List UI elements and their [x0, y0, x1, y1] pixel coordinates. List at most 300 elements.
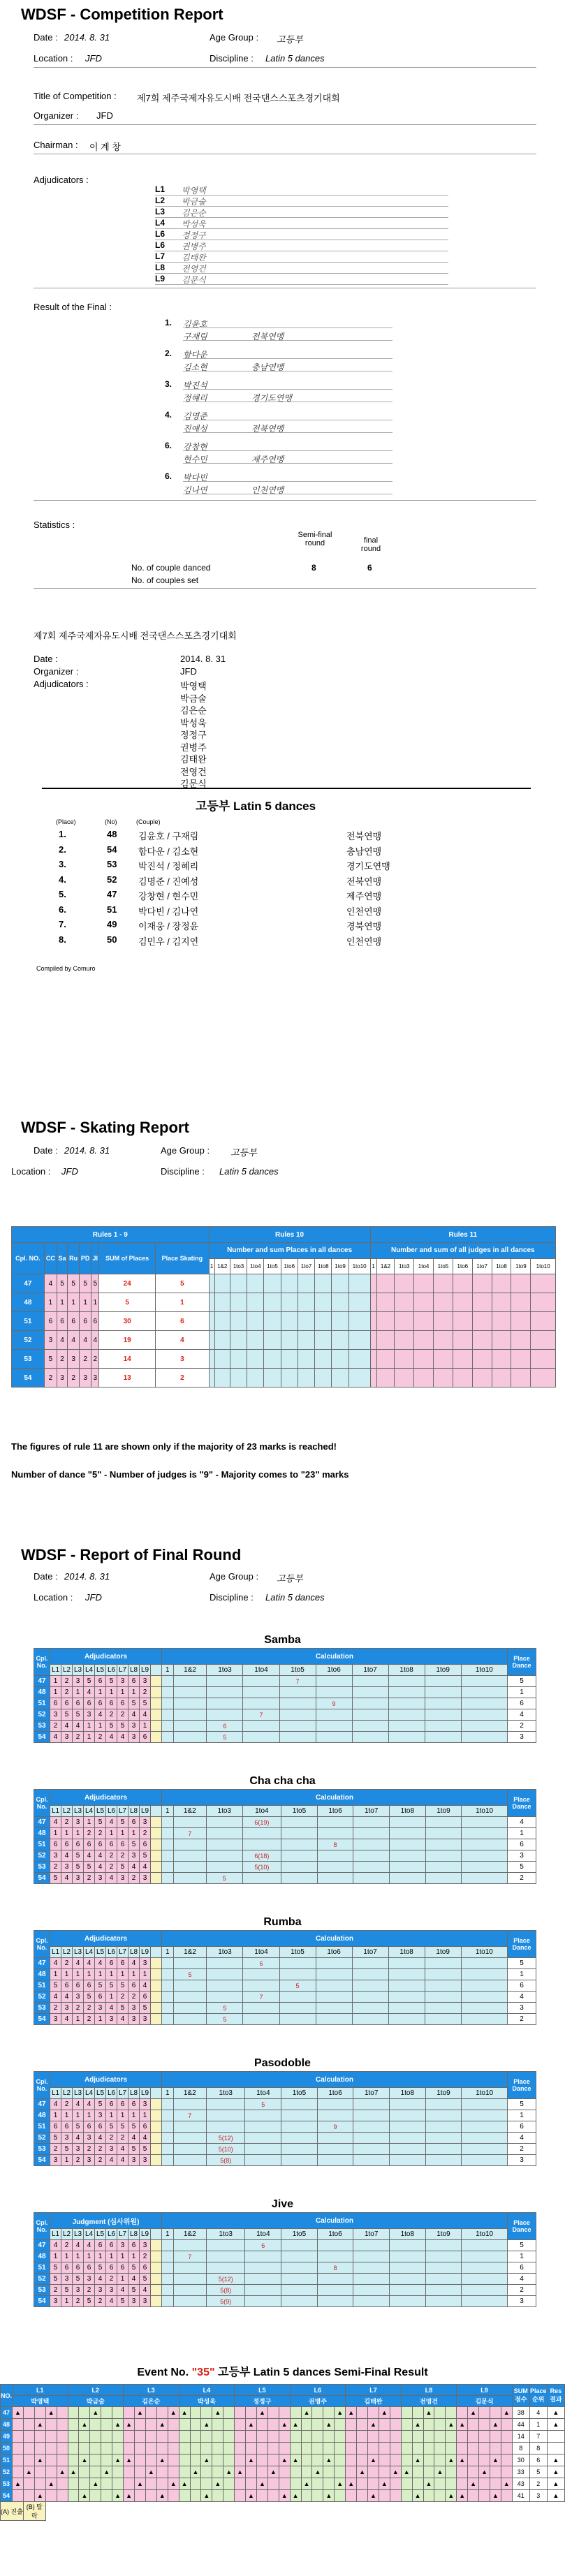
judge-mark: 1 — [73, 2110, 84, 2121]
semi-mark-cell — [290, 2407, 301, 2419]
semi-judge-name: 박성욱 — [179, 2396, 235, 2407]
calc-col-header: 1to5 — [434, 1258, 453, 1274]
calc-col-header: 1to3 — [207, 1947, 243, 1958]
calculation-header: Calculation — [162, 2072, 508, 2088]
semi-mark-cell — [446, 2466, 457, 2478]
semi-mark-triangle: ▲ — [503, 2480, 510, 2487]
adjudicator-row — [155, 251, 448, 263]
adjudicator-code: L3 — [155, 207, 166, 216]
rule10-cell — [214, 1369, 230, 1388]
semi-mark-cell — [368, 2407, 379, 2419]
semi-mark-cell — [468, 2478, 479, 2490]
rule10-cell — [298, 1331, 314, 1350]
judge-mark: 4 — [73, 2133, 84, 2144]
rule10-cell — [348, 1331, 370, 1350]
judge-mark: 1 — [95, 1969, 106, 1980]
semi-mark-triangle: ▲ — [103, 2468, 110, 2475]
judge-mark: 3 — [140, 2014, 151, 2025]
dance-place: 1 — [508, 1828, 536, 1839]
calc-col-header: 1to10 — [462, 2088, 508, 2099]
semi-mark-cell — [112, 2443, 124, 2454]
semi-mark-cell — [23, 2419, 34, 2431]
semi-judge-name: 김태완 — [346, 2396, 402, 2407]
calc-cell — [207, 1958, 243, 1969]
skating-cell-ru: 1 — [68, 1293, 80, 1312]
semi-mark-cell — [423, 2419, 434, 2431]
judge-mark: 1 — [129, 1687, 140, 1698]
semi-mark-cell — [13, 2419, 24, 2431]
judge-header: L9 — [140, 2229, 151, 2240]
semi-mark-cell — [212, 2443, 223, 2454]
judge-mark: 1 — [117, 1828, 129, 1839]
sk-discipline: Latin 5 dances — [219, 1166, 279, 1177]
semi-mark-triangle: ▲ — [147, 2468, 154, 2475]
sk-date-label: Date : — [34, 1145, 58, 1156]
calc-cell — [207, 1709, 243, 1721]
calc-col-header: 1to8 — [389, 1806, 425, 1817]
result-region: 전북연맹 — [251, 332, 284, 341]
summary-place: 2. — [59, 844, 66, 855]
semi-mark-cell — [290, 2490, 301, 2502]
semi-mark-triangle: ▲ — [47, 2409, 54, 2416]
calc-cell — [317, 2133, 353, 2144]
summary-region: 전북연맹 — [346, 831, 382, 841]
calc-col-header: 1to10 — [462, 1806, 508, 1817]
judge-mark: 2 — [73, 2296, 84, 2307]
calc-cell — [425, 1873, 462, 1884]
calc-cell: 5(10) — [206, 2144, 245, 2155]
calc-cell — [281, 2285, 318, 2296]
adjudicator-name: 박영택 — [182, 186, 206, 196]
calc-cell — [281, 2099, 318, 2110]
semi-mark-cell — [468, 2490, 479, 2502]
spacer-cell — [151, 1969, 162, 1980]
semi-mark-cell — [279, 2443, 290, 2454]
calc-cell — [162, 1873, 174, 1884]
calc-col-header: 1 — [162, 1806, 174, 1817]
skating-cell-sa: 5 — [57, 1274, 67, 1293]
semi-mark-triangle: ▲ — [159, 2492, 166, 2499]
calc-cell — [353, 2110, 390, 2121]
semi-mark-cell — [90, 2478, 101, 2490]
calc-cell — [206, 1839, 242, 1850]
semi-mark-cell — [68, 2478, 79, 2490]
summary-no: 49 — [107, 919, 117, 929]
semi-mark-cell — [379, 2478, 390, 2490]
dance-place: 2 — [508, 1721, 536, 1732]
summary-region: 인천연맹 — [346, 906, 382, 917]
calc-cell — [279, 2003, 316, 2014]
calc-cell — [425, 2121, 462, 2133]
couples-set-label: No. of couples set — [131, 575, 199, 585]
spacer-cell — [151, 2240, 162, 2251]
semi-mark-cell — [301, 2407, 312, 2419]
calc-col-header: 1to7 — [352, 1947, 388, 1958]
calc-cell — [281, 1828, 318, 1839]
calc-cell — [462, 1873, 508, 1884]
semi-mark-cell — [323, 2454, 335, 2466]
semi-mark-cell — [457, 2407, 468, 2419]
dance-table — [34, 1789, 536, 1884]
adjudicator-code: L4 — [155, 218, 166, 228]
semi-mark-cell — [357, 2454, 368, 2466]
judge-mark: 6 — [129, 2240, 140, 2251]
judge-mark: 6 — [117, 1839, 129, 1850]
calc-cell — [425, 1969, 461, 1980]
semi-mark-cell — [379, 2431, 390, 2443]
semi-judge-code: L8 — [401, 2385, 457, 2396]
semi-mark-triangle: ▲ — [492, 2457, 499, 2464]
rule11-cell — [453, 1312, 472, 1331]
semi-mark-cell — [479, 2466, 490, 2478]
semi-mark-cell — [267, 2443, 279, 2454]
judge-mark: 4 — [50, 1732, 61, 1743]
semi-mark-cell — [168, 2407, 179, 2419]
semi-mark-cell — [235, 2490, 246, 2502]
judge-mark: 5 — [117, 1817, 129, 1828]
spacer-cell — [151, 2133, 162, 2144]
dance-place: 6 — [508, 2121, 536, 2133]
semi-mark-cell — [145, 2419, 156, 2431]
rule11-cell — [492, 1274, 511, 1293]
skating-cell-sum: 5 — [99, 1293, 156, 1312]
judge-mark: 3 — [129, 1732, 140, 1743]
calc-cell — [162, 1698, 174, 1709]
calc-col-header: 1to5 — [264, 1258, 281, 1274]
semi-mark-cell — [223, 2478, 235, 2490]
skating-cell-pd: 5 — [79, 1274, 91, 1293]
calc-cell — [353, 1817, 390, 1828]
semi-mark-cell — [246, 2407, 257, 2419]
skating-cell-pd: 4 — [79, 1331, 91, 1350]
judge-mark: 2 — [140, 1687, 151, 1698]
calc-col-header: 1to7 — [353, 2088, 390, 2099]
judge-mark: 3 — [61, 2274, 73, 2285]
semi-mark-triangle: ▲ — [81, 2492, 88, 2499]
judge-mark: 4 — [95, 1850, 106, 1862]
spacer-cell — [151, 1850, 162, 1862]
judge-mark: 1 — [61, 2251, 73, 2262]
semi-mark-cell — [401, 2419, 412, 2431]
semi-mark-cell — [346, 2407, 357, 2419]
rule11-cell — [511, 1369, 531, 1388]
result-place: 4. — [165, 410, 173, 420]
rule11-cell — [492, 1312, 511, 1331]
judge-header: L8 — [129, 1806, 140, 1817]
summary-adjudicator: 박영택 — [180, 681, 207, 691]
summary-no: 50 — [107, 934, 117, 945]
judge-mark: 6 — [50, 1698, 61, 1709]
calc-cell — [353, 2285, 390, 2296]
judge-mark: 5 — [129, 2144, 140, 2155]
semi-mark-cell — [401, 2454, 412, 2466]
result-line — [183, 361, 392, 371]
result-line — [183, 422, 392, 433]
semi-mark-cell — [401, 2431, 412, 2443]
semi-couple-no: 49 — [1, 2431, 13, 2443]
semi-mark-cell — [323, 2407, 335, 2419]
semi-mark-cell — [279, 2419, 290, 2431]
rule10-cell — [247, 1350, 264, 1369]
calc-cell — [425, 1732, 461, 1743]
semi-mark-cell — [479, 2478, 490, 2490]
result-partner-2: 김소현 — [183, 362, 207, 372]
judge-mark: 2 — [73, 2003, 84, 2014]
judge-mark: 5 — [117, 2003, 129, 2014]
couple-no: 47 — [34, 1676, 50, 1687]
semi-mark-triangle: ▲ — [248, 2492, 254, 2499]
semi-mark-cell — [323, 2443, 335, 2454]
semi-mark-cell — [357, 2419, 368, 2431]
semi-mark-triangle: ▲ — [126, 2421, 132, 2428]
semi-mark-cell — [457, 2466, 468, 2478]
semi-mark-cell — [412, 2454, 423, 2466]
semi-mark-cell — [156, 2478, 168, 2490]
calc-cell — [281, 2251, 318, 2262]
semi-mark-triangle: ▲ — [15, 2480, 21, 2487]
judge-mark: 4 — [84, 1850, 95, 1862]
semi-mark-cell — [446, 2419, 457, 2431]
judge-mark: 6 — [61, 1698, 73, 1709]
semi-mark-triangle: ▲ — [425, 2409, 432, 2416]
couple-no: 53 — [34, 2285, 50, 2296]
judge-mark: 6 — [129, 1817, 140, 1828]
semi-mark-triangle: ▲ — [159, 2421, 166, 2428]
skating-cell-ru: 5 — [68, 1274, 80, 1293]
semi-mark-triangle: ▲ — [92, 2409, 99, 2416]
semi-mark-cell — [13, 2490, 24, 2502]
fr-discipline-label: Discipline : — [210, 1592, 254, 1603]
rule11-cell — [376, 1331, 395, 1350]
semi-mark-cell — [301, 2478, 312, 2490]
rule11-cell — [531, 1369, 556, 1388]
judge-mark: 3 — [61, 1732, 73, 1743]
spacer-cell — [151, 1980, 162, 1992]
rule10-cell — [230, 1350, 247, 1369]
rule11-cell — [395, 1274, 414, 1293]
semi-mark-triangle: ▲ — [292, 2457, 299, 2464]
calc-cell — [388, 1687, 425, 1698]
semi-mark-cell — [212, 2490, 223, 2502]
judge-mark: 5 — [73, 1862, 84, 1873]
semi-mark-cell — [79, 2466, 90, 2478]
semi-judge-name: 박영택 — [13, 2396, 68, 2407]
spacer-cell — [151, 2144, 162, 2155]
judge-mark: 5 — [84, 2296, 95, 2307]
semi-mark-triangle: ▲ — [448, 2492, 455, 2499]
calc-cell — [245, 2121, 281, 2133]
dance-place: 1 — [508, 2251, 536, 2262]
final-value: 6 — [367, 563, 372, 573]
calc-cell — [162, 1980, 174, 1992]
judge-mark: 3 — [140, 1676, 151, 1687]
judge-mark: 6 — [61, 2262, 73, 2274]
judge-mark: 4 — [106, 2003, 117, 2014]
dance-place: 2 — [508, 2014, 536, 2025]
calc-cell — [461, 1992, 507, 2003]
semi-mark-cell — [101, 2431, 112, 2443]
couple-no: 48 — [34, 1687, 50, 1698]
calc-cell — [317, 2285, 353, 2296]
result-line — [183, 318, 392, 328]
semi-mark-cell — [479, 2454, 490, 2466]
semi-mark-cell — [457, 2431, 468, 2443]
semi-mark-cell — [90, 2490, 101, 2502]
semi-mark-cell — [168, 2454, 179, 2466]
calc-cell — [206, 2240, 245, 2251]
semi-mark-cell — [379, 2419, 390, 2431]
calc-cell — [242, 1839, 281, 1850]
result-partner-2: 현수민 — [183, 455, 207, 464]
calc-col-header: 1to5 — [279, 1665, 316, 1676]
skating-cell-ji: 6 — [91, 1312, 99, 1331]
semi-mark-cell — [156, 2419, 168, 2431]
divider — [34, 500, 536, 501]
rule10-cell — [209, 1350, 214, 1369]
calc-cell — [425, 2285, 462, 2296]
semi-mark-triangle: ▲ — [115, 2492, 122, 2499]
judge-mark: 4 — [117, 2144, 129, 2155]
calc-cell — [352, 2003, 388, 2014]
dance-place: 4 — [508, 1817, 536, 1828]
calc-cell — [462, 2285, 508, 2296]
calculation-header: Calculation — [162, 2213, 508, 2229]
calc-cell — [162, 1817, 174, 1828]
semi-mark-cell — [34, 2431, 45, 2443]
calc-cell — [281, 2296, 318, 2307]
calc-cell — [173, 1850, 206, 1862]
calc-col-header: 1to9 — [332, 1258, 348, 1274]
semi-mark-cell — [179, 2443, 190, 2454]
judge-mark: 4 — [61, 1850, 73, 1862]
judge-mark: 1 — [106, 1828, 117, 1839]
semi-title-pre: Event No. — [137, 2367, 192, 2378]
summary-couple: 이재웅 / 장정윤 — [138, 921, 199, 932]
semi-mark-cell — [423, 2407, 434, 2419]
semi-mark-triangle: ▲ — [81, 2421, 88, 2428]
semi-mark-cell — [145, 2454, 156, 2466]
semi-mark-cell — [390, 2431, 401, 2443]
semi-mark-cell — [201, 2419, 212, 2431]
calc-cell — [462, 2251, 508, 2262]
semi-couple-no: 50 — [1, 2443, 13, 2454]
summary-place: 7. — [59, 919, 66, 929]
summary-organizer: JFD — [180, 666, 197, 677]
semi-mark-cell — [179, 2431, 190, 2443]
semi-mark-cell — [13, 2478, 24, 2490]
result-line — [183, 484, 392, 494]
semi-mark-cell — [346, 2431, 357, 2443]
calc-cell — [207, 1698, 243, 1709]
rule11-cell — [414, 1312, 434, 1331]
judge-header: L5 — [95, 1947, 106, 1958]
judge-header: L7 — [117, 1947, 129, 1958]
comp-discipline: Latin 5 dances — [265, 53, 325, 64]
spacer-cell — [151, 1992, 162, 2003]
judge-mark: 4 — [73, 1958, 84, 1969]
semi-mark-cell — [379, 2407, 390, 2419]
skating-cell-pd: 6 — [79, 1312, 91, 1331]
judge-mark: 4 — [73, 1721, 84, 1732]
semi-mark-triangle: ▲ — [481, 2468, 487, 2475]
calc-cell — [243, 1732, 279, 1743]
judge-mark: 4 — [95, 2133, 106, 2144]
calc-cell — [162, 1732, 174, 1743]
adjudicator-name: 박금술 — [182, 197, 206, 207]
calc-cell — [162, 2133, 174, 2144]
calc-cell — [281, 1850, 318, 1862]
judge-header: L2 — [61, 2229, 73, 2240]
semi-mark-cell — [90, 2443, 101, 2454]
semi-mark-cell — [156, 2490, 168, 2502]
calc-cell — [425, 1698, 461, 1709]
calc-col-header: 1to4 — [243, 1665, 279, 1676]
semi-mark-cell — [335, 2431, 346, 2443]
summary-no: 52 — [107, 874, 117, 885]
summary-region: 제주연맹 — [346, 891, 382, 901]
rules-10-subheader: Number and sum Places in all dances — [209, 1243, 370, 1259]
judge-mark: 3 — [106, 2285, 117, 2296]
semi-couple-no: 54 — [1, 2490, 13, 2502]
judge-mark: 2 — [61, 1687, 73, 1698]
judge-mark: 5 — [117, 2121, 129, 2133]
semi-mark-cell — [357, 2407, 368, 2419]
semi-mark-cell — [457, 2419, 468, 2431]
calc-cell — [425, 1828, 462, 1839]
semi-mark-cell — [201, 2478, 212, 2490]
calc-cell — [388, 1732, 425, 1743]
adjudicator-code: L6 — [155, 229, 166, 239]
judge-mark: 2 — [50, 2285, 61, 2296]
calc-cell — [389, 2155, 425, 2166]
semi-mark-cell — [434, 2490, 446, 2502]
semi-mark-cell — [190, 2478, 201, 2490]
dance-place: 5 — [508, 1862, 536, 1873]
result-partner-2: 진예성 — [183, 424, 207, 434]
calc-cell — [317, 1828, 353, 1839]
calc-cell: 9 — [317, 2121, 353, 2133]
semi-mark-cell — [256, 2454, 267, 2466]
calc-cell — [461, 1687, 507, 1698]
judge-mark: 1 — [117, 1969, 129, 1980]
comp-date: 2014. 8. 31 — [64, 32, 110, 43]
judge-mark: 5 — [95, 2262, 106, 2274]
judge-mark: 2 — [117, 1709, 129, 1721]
semi-mark-cell — [279, 2466, 290, 2478]
semi-judge-code: L6 — [290, 2385, 346, 2396]
calc-cell — [353, 2240, 390, 2251]
semi-mark-cell — [312, 2490, 323, 2502]
calc-cell — [353, 2296, 390, 2307]
calc-cell — [173, 2285, 206, 2296]
calc-cell — [462, 2144, 508, 2155]
semi-mark-cell — [34, 2466, 45, 2478]
semi-mark-cell — [490, 2431, 501, 2443]
adjudicator-code: L7 — [155, 251, 166, 261]
col-place: (Place) — [56, 818, 76, 825]
judge-mark: 4 — [129, 2133, 140, 2144]
skating-cell-sum: 19 — [99, 1331, 156, 1350]
judge-mark: 2 — [84, 2144, 95, 2155]
calc-cell — [173, 2014, 207, 2025]
calc-cell — [353, 1862, 390, 1873]
judge-mark: 2 — [117, 2133, 129, 2144]
calc-col-header: 1&2 — [376, 1258, 395, 1274]
semi-mark-cell — [335, 2407, 346, 2419]
calc-cell: 5(12) — [206, 2133, 245, 2144]
semi-mark-cell — [124, 2419, 135, 2431]
skating-cell-ru: 4 — [68, 1331, 80, 1350]
